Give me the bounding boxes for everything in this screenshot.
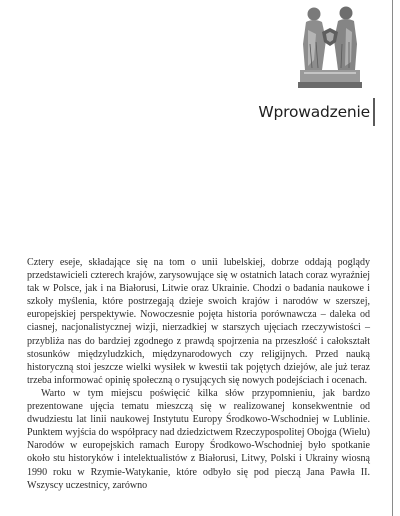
body-text — [27, 256, 370, 492]
paragraph-1: Cztery eseje, składające się na tom o unii lubelskiej, dobrze oddają poglądy przedstawicieli czterech krajów, zarysowujące się w ostatnich latach coraz wyraźniej tak w Polsce, jak i na Białorusi, Litwie oraz Ukrainie. Chodzi o badania naukowe i szkoły myślenia, które postrzegają dzieje swoich krajów i narodów w szerszej, europejskiej perspektywie. Nowoczesnie pojęta historia porównawcza – daleka od ciasnej, nacjonalistycznej wizji, nierzadkiej w starszych ujęciach rzeczywistości – przybliża nas do bardziej zgodnego z prawdą spojrzenia na przeszłość i całokształt stosunków międzyludzkich, międzynarodowych czy religijnych. Przed nauką historyczną stoi jeszcze wielki wysiłek w kwestii tak pojętych dziejów, ale już teraz trzeba informować opinię społeczną o rysujących się nowych podejściach i ocenach. — [27, 257, 370, 386]
chapter-title: Wprowadzenie — [258, 103, 370, 121]
title-rule — [373, 98, 375, 126]
page-edge-rule — [392, 0, 393, 516]
paragraph-2: Warto w tym miejscu poświęcić kilka słów przypomnieniu, jak bardzo prezentowane ujęcia tematu mieszczą się w realizowanej konsekwentnie od dwudziestu lat linii naukowej Instytutu Europy Środkowo-Wschodniej w Lublinie. Punktem wyjścia do współpracy nad dziedzictwem Rzeczypospolitej Obojga (Wielu) Narodów w europejskich ramach Europy Środkowo-Wschodniej było spotkanie około stu historyków i intelektualistów z Białorusi, Litwy, Polski i Ukrainy wiosną 1990 roku w Rzymie-Watykanie, które odbyło się pod pieczą Jana Pawła II. Wszyscy uczestnicy, zarówno — [27, 387, 370, 491]
two-figures-emblem-icon — [296, 0, 364, 92]
